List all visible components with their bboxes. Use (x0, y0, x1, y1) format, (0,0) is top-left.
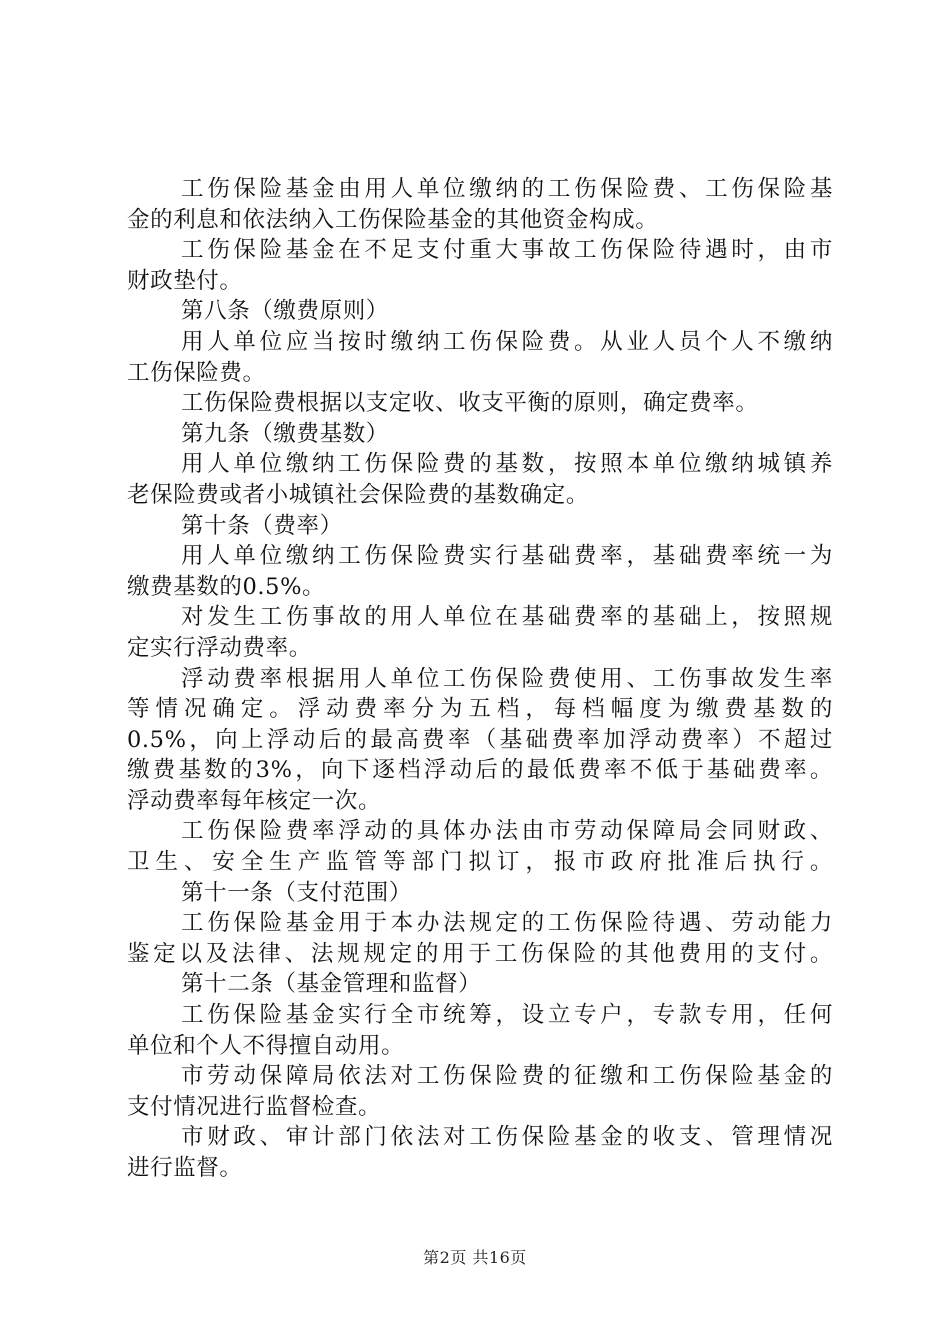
article-heading: 第十一条（支付范围） (181, 879, 413, 906)
paragraph-line: 缴费基数的3%，向下逐档浮动后的最低费率不低于基础费率。 (127, 757, 833, 784)
article-heading: 第十二条（基金管理和监督） (181, 971, 482, 998)
paragraph-line: 工伤保险费率浮动的具体办法由市劳动保障局会同财政、 (181, 818, 833, 845)
paragraph-line: 支付情况进行监督检查。 (127, 1093, 382, 1120)
paragraph-line: 鉴定以及法律、法规规定的用于工伤保险的其他费用的支付。 (127, 940, 833, 967)
paragraph-line: 浮动费率每年核定一次。 (127, 787, 382, 814)
paragraph-line: 0.5%，向上浮动后的最高费率（基础费率加浮动费率）不超过 (127, 726, 833, 753)
paragraph-line: 工伤保险基金在不足支付重大事故工伤保险待遇时，由市 (181, 237, 833, 264)
paragraph-line: 用人单位缴纳工伤保险费的基数，按照本单位缴纳城镇养 (181, 451, 833, 478)
article-heading: 第九条（缴费基数） (181, 420, 389, 447)
paragraph-line: 进行监督。 (127, 1155, 243, 1181)
paragraph-line: 老保险费或者小城镇社会保险费的基数确定。 (127, 481, 590, 508)
paragraph-line: 市财政、审计部门依法对工伤保险基金的收支、管理情况 (181, 1124, 833, 1151)
paragraph-line: 单位和个人不得擅自动用。 (127, 1032, 405, 1059)
paragraph-line: 工伤保险费根据以支定收、收支平衡的原则，确定费率。 (181, 390, 759, 417)
paragraph-line: 用人单位应当按时缴纳工伤保险费。从业人员个人不缴纳 (181, 328, 833, 355)
paragraph-line: 金的利息和依法纳入工伤保险基金的其他资金构成。 (127, 206, 659, 233)
paragraph-line: 对发生工伤事故的用人单位在基础费率的基础上，按照规 (181, 604, 833, 631)
page-number-footer: 第2页 共16页 (423, 1248, 527, 1267)
paragraph-line: 定实行浮动费率。 (127, 634, 312, 661)
article-heading: 第八条（缴费原则） (181, 298, 389, 325)
paragraph-line: 等情况确定。浮动费率分为五档，每档幅度为缴费基数的 (127, 696, 833, 723)
paragraph-line: 市劳动保障局依法对工伤保险费的征缴和工伤保险基金的 (181, 1063, 833, 1090)
paragraph-line: 工伤保险费。 (127, 359, 266, 386)
paragraph-line: 工伤保险基金由用人单位缴纳的工伤保险费、工伤保险基 (181, 176, 833, 202)
paragraph-line: 工伤保险基金用于本办法规定的工伤保险待遇、劳动能力 (181, 910, 833, 937)
paragraph-line: 浮动费率根据用人单位工伤保险费使用、工伤事故发生率 (181, 665, 833, 692)
paragraph-line: 卫生、安全生产监管等部门拟订，报市政府批准后执行。 (127, 849, 833, 876)
paragraph-line: 工伤保险基金实行全市统筹，设立专户，专款专用，任何 (181, 1002, 833, 1029)
paragraph-line: 财政垫付。 (127, 267, 243, 294)
paragraph-line: 缴费基数的0.5%。 (127, 573, 326, 600)
document-body (127, 174, 833, 1184)
article-heading: 第十条（费率） (181, 512, 343, 539)
paragraph-line: 用人单位缴纳工伤保险费实行基础费率，基础费率统一为 (181, 543, 833, 570)
